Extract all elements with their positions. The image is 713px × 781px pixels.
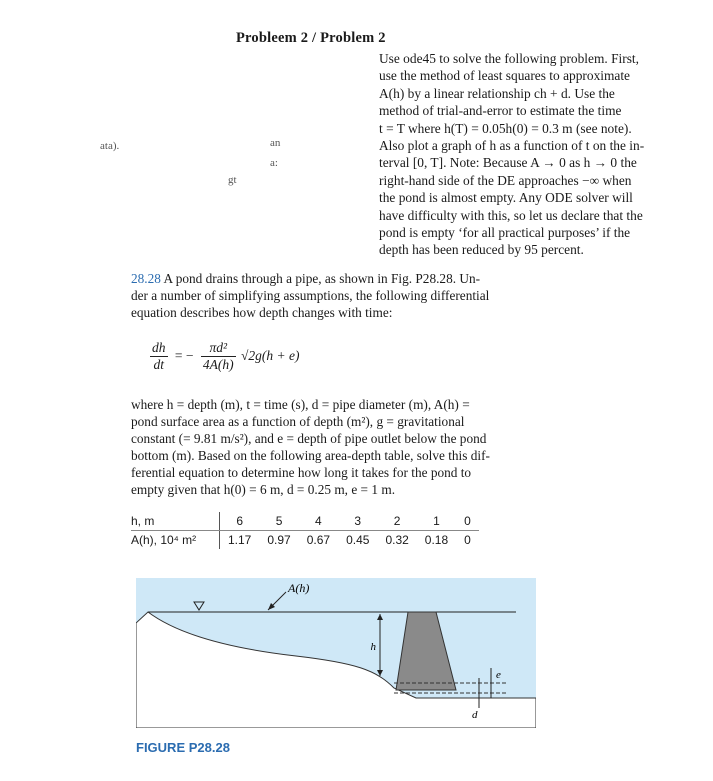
table-cell: 1 bbox=[417, 512, 456, 531]
table-cell: 0.67 bbox=[306, 533, 331, 547]
table-cell: 0.45 bbox=[346, 533, 370, 547]
table-cell: 0.32 bbox=[385, 533, 409, 547]
table-cell: 0.97 bbox=[267, 533, 291, 547]
differential-equation bbox=[150, 340, 300, 373]
instruction-line: Use ode45 to solve the following problem. First, bbox=[379, 51, 639, 66]
table-cell: 6 bbox=[220, 512, 260, 531]
table-cell: 4 bbox=[299, 512, 338, 531]
table-cell: 0 bbox=[456, 512, 479, 531]
rhs-numerator: πd² bbox=[201, 340, 236, 357]
row-label-area: A(h), 10⁴ m² bbox=[131, 533, 197, 547]
definition-line: ferential equation to determine how long it takes for the pond to bbox=[131, 465, 472, 480]
definition-line: empty given that h(0) = 6 m, d = 0.25 m, e = 1 m. bbox=[131, 482, 396, 497]
instruction-line: have difficulty with this, so let us declare that the bbox=[379, 207, 643, 223]
row-label-h: h, m bbox=[131, 512, 219, 531]
instruction-line: t = T where h(T) = 0.05h(0) = 0.3 m (see note). bbox=[379, 120, 632, 136]
instruction-line: pond is empty ‘for all practical purposes’ if the bbox=[379, 225, 631, 241]
sqrt-term: √2g(h + e) bbox=[240, 347, 300, 363]
problem-line: der a number of simplifying assumptions, the following differential bbox=[131, 288, 490, 303]
table-cell: 2 bbox=[377, 512, 416, 531]
faded-fragment: a: bbox=[270, 157, 278, 169]
table-cell: 3 bbox=[338, 512, 377, 531]
problem-number: 28.28 bbox=[131, 271, 161, 286]
table-cell: 1.17 bbox=[228, 533, 252, 547]
instruction-line: use the method of least squares to approximate bbox=[379, 68, 631, 84]
instruction-line: A(h) by a linear relationship ch + d. Use the bbox=[379, 85, 615, 101]
lhs-fraction bbox=[150, 340, 168, 373]
table-cell: 0 bbox=[464, 533, 471, 547]
instruction-line: Also plot a graph of h as a function of t on the in- bbox=[379, 138, 645, 154]
lhs-denominator: dt bbox=[153, 357, 164, 372]
pond-figure bbox=[136, 578, 536, 728]
instruction-line: terval [0, T]. Note: Because A → 0 as h → 0 the bbox=[379, 155, 637, 171]
table-row bbox=[131, 512, 479, 531]
h-label: h bbox=[370, 641, 376, 653]
definition-line: constant (= 9.81 m/s²), and e = depth of pipe outlet below the pond bbox=[131, 431, 487, 446]
faded-fragment: gt bbox=[228, 174, 237, 186]
figure-caption: FIGURE P28.28 bbox=[136, 740, 230, 755]
problem-line: equation describes how depth changes with time: bbox=[131, 305, 393, 320]
instruction-line: depth has been reduced by 95 percent. bbox=[379, 242, 584, 258]
equals-sign: = − bbox=[174, 347, 194, 363]
instruction-line: method of trial-and-error to estimate the time bbox=[379, 103, 622, 119]
area-label: A(h) bbox=[288, 581, 310, 595]
definition-line: bottom (m). Based on the following area-depth table, solve this dif- bbox=[131, 448, 490, 463]
page-title: Probleem 2 / Problem 2 bbox=[236, 30, 386, 46]
table-row bbox=[131, 531, 479, 550]
definition-line: pond surface area as a function of depth (m²), g = gravitational bbox=[131, 414, 465, 429]
instruction-line: right-hand side of the DE approaches −∞ when bbox=[379, 172, 632, 188]
area-depth-table bbox=[131, 512, 479, 549]
e-label: e bbox=[496, 669, 501, 681]
rhs-denominator: 4A(h) bbox=[202, 357, 234, 372]
table-cell: 0.18 bbox=[424, 533, 449, 547]
table-cell: 5 bbox=[259, 512, 298, 531]
instructions-text bbox=[379, 50, 687, 259]
rhs-fraction bbox=[201, 340, 236, 373]
problem-line: A pond drains through a pipe, as shown in Fig. P28.28. Un- bbox=[163, 271, 481, 286]
definitions-text bbox=[131, 396, 526, 498]
faded-fragment: an bbox=[270, 137, 281, 149]
definition-line: where h = depth (m), t = time (s), d = pipe diameter (m), A(h) = bbox=[131, 397, 470, 412]
problem-statement bbox=[131, 270, 526, 321]
d-label: d bbox=[472, 709, 478, 721]
faded-fragment: ata). bbox=[100, 140, 120, 152]
instruction-line: the pond is almost empty. Any ODE solver will bbox=[379, 190, 633, 206]
lhs-numerator: dh bbox=[152, 340, 166, 355]
